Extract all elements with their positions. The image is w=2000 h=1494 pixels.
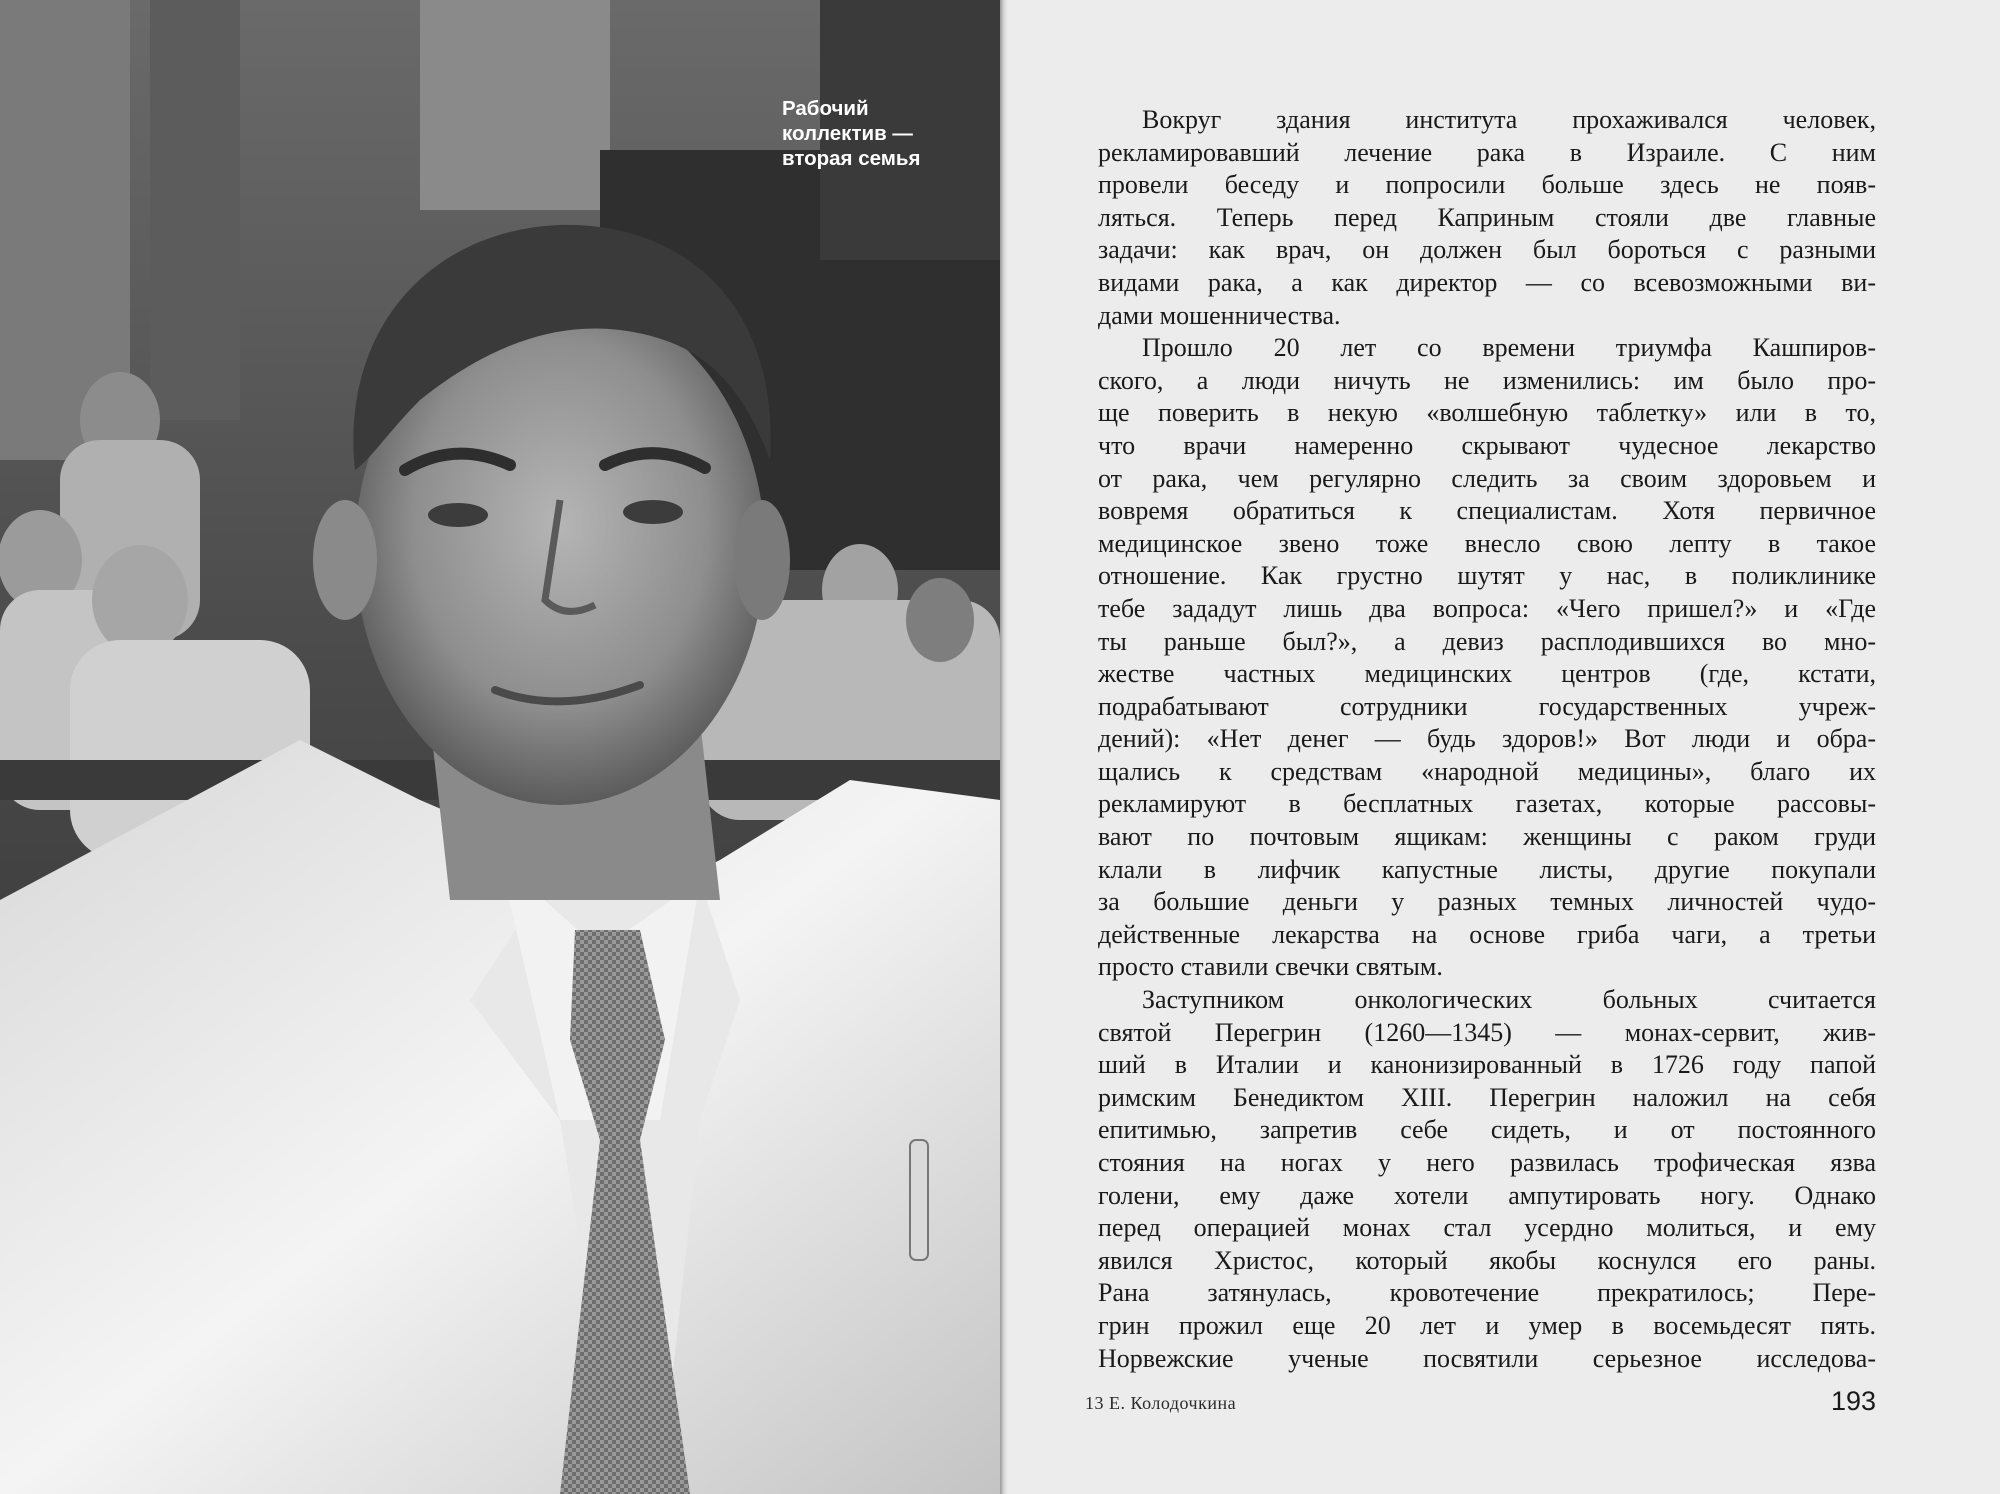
text-line: дами мошенничества. [1098, 300, 1341, 330]
text-line: ты раньше был?», а девиз расплодившихся во мно- [1098, 626, 1876, 656]
text-line: Прошло 20 лет со времени триумфа Кашпиров- [1142, 333, 1876, 363]
text-line: щались к средствам «народной медицины», благо их [1098, 756, 1876, 786]
book-gutter [1000, 0, 1008, 1494]
text-line: голени, ему даже хотели ампутировать ногу. Однако [1098, 1180, 1876, 1210]
text-line: действенные лекарства на основе гриба чаги, а третьи [1098, 919, 1876, 949]
text-line: ского, а люди ничуть не изменились: им было про- [1098, 365, 1876, 395]
page-number: 193 [1831, 1386, 1877, 1416]
text-line: клали в лифчик капустные листы, другие покупали [1098, 854, 1876, 884]
text-line: Заступником онкологических больных считается [1142, 985, 1876, 1015]
text-line: просто ставили свечки святым. [1098, 952, 1443, 982]
text-line: подрабатывают сотрудники государственных учреж- [1098, 691, 1876, 721]
text-line: перед операцией монах стал усердно молиться, и ему [1098, 1213, 1876, 1243]
caption-line: вторая семья [782, 147, 921, 170]
text-line: ще поверить в некую «волшебную таблетку» или в то, [1098, 398, 1876, 428]
text-line: задачи: как врач, он должен был бороться с разными [1098, 235, 1876, 265]
text-line: святой Перегрин (1260—1345) — монах-сервит, жив- [1098, 1017, 1876, 1047]
text-line: епитимью, запретив себе сидеть, и от постоянного [1098, 1115, 1876, 1145]
caption-line: коллектив — [782, 122, 913, 145]
text-line: дений): «Нет денег — будь здоров!» Вот люди и обра- [1098, 724, 1876, 754]
text-line: грин прожил еще 20 лет и умер в восемьдесят пять. [1098, 1310, 1876, 1340]
text-line: вают по почтовым ящикам: женщины с раком груди [1098, 822, 1876, 852]
caption-line: Рабочий [782, 97, 869, 120]
text-line: стояния на ногах у него развилась трофическая язва [1098, 1148, 1876, 1177]
text-line: Вокруг здания института прохаживался человек, [1142, 105, 1876, 134]
photo-caption [782, 96, 920, 171]
text-line: тебе зададут лишь два вопроса: «Чего пришел?» и «Где [1098, 593, 1876, 623]
text-line: явился Христос, который якобы коснулся его раны. [1098, 1245, 1876, 1275]
text-line: что врачи намеренно скрывают чудесное лекарство [1098, 430, 1876, 460]
text-line: ший в Италии и канонизированный в 1726 году папой [1098, 1050, 1876, 1080]
text-line: за большие деньги у разных темных личностей чудо- [1098, 887, 1876, 917]
text-line: медицинское звено тоже внесло свою лепту в такое [1098, 528, 1876, 558]
text-line: Норвежские ученые посвятили серьезное исследова- [1098, 1343, 1876, 1373]
text-line: от рака, чем регулярно следить за своим здоровьем и [1098, 463, 1876, 493]
body-text [1098, 104, 1876, 1375]
text-line: римским Бенедиктом XIII. Перегрин наложил на себя [1098, 1082, 1876, 1112]
text-line: ляться. Теперь перед Каприным стояли две главные [1098, 202, 1876, 232]
footer-signature: 13 Е. Колодочкина [1085, 1393, 1237, 1413]
text-line: провели беседу и попросили больше здесь не появ- [1098, 170, 1876, 200]
text-line: рекламировавший лечение рака в Израиле. С ним [1098, 137, 1876, 167]
text-line: отношение. Как грустно шутят у нас, в поликлинике [1098, 561, 1876, 591]
text-line: вовремя обратиться к специалистам. Хотя первичное [1098, 496, 1876, 526]
text-line: жестве частных медицинских центров (где, кстати, [1098, 659, 1876, 689]
text-line: рекламируют в бесплатных газетах, которые рассовы- [1098, 789, 1876, 819]
text-line: Рана затянулась, кровотечение прекратилось; Пере- [1098, 1278, 1876, 1308]
text-line: видами рака, а как директор — со всевозможными ви- [1098, 267, 1876, 297]
